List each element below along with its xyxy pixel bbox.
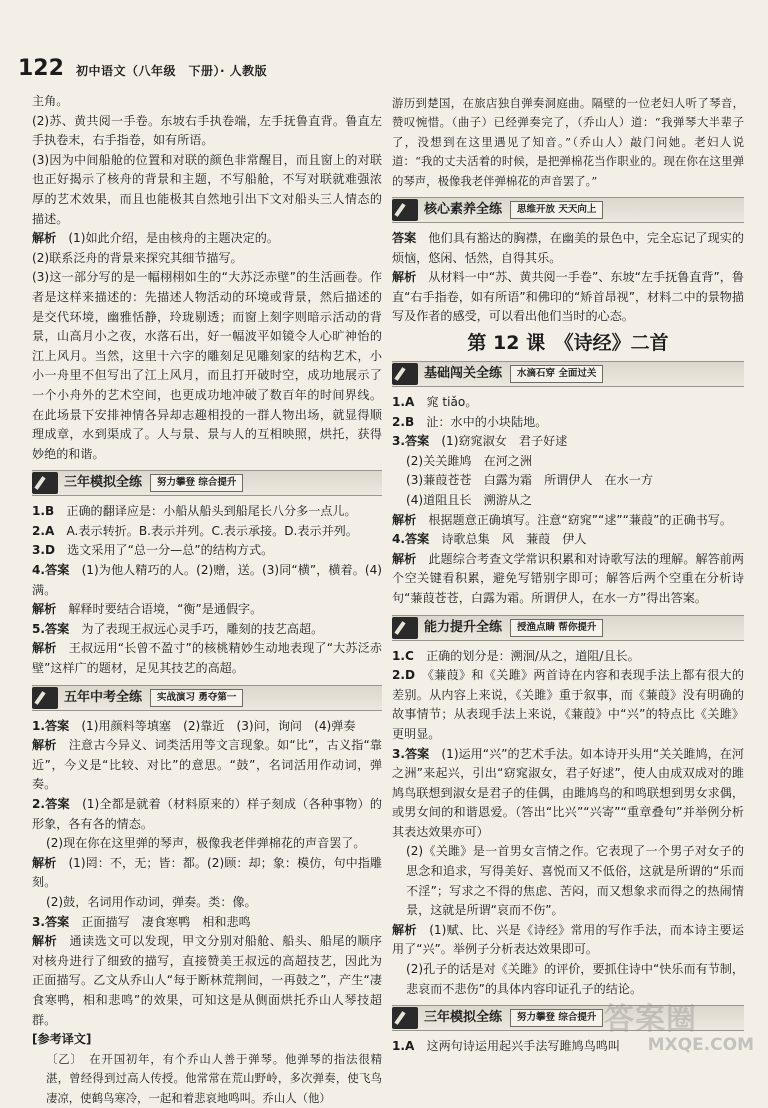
answer-label: 3.答案 — [392, 746, 430, 761]
answer-label: 解析 — [392, 922, 417, 937]
reference-translation: 〔乙〕 在开国初年，有个乔山人善于弹琴。他弹琴的指法很精湛，曾经得到过高人传授。他常常在荒山野岭，多次弹奏，使飞鸟凄凉，使鹤鸟寒冷，一起和着悲哀地鸣叫。乔山人（他） — [46, 1051, 382, 1105]
book-title: 初中语文（八年级 下册）· 人教版 — [75, 64, 268, 78]
answer-text: (2)关关雎鸠 在河之洲 — [406, 453, 532, 468]
answer-label: 解析 — [32, 934, 58, 949]
answer-text: (2)孔子的话是对《关雎》的评价，要抓住诗中“快乐而有节制，悲哀而不悲伤”的具体内容印证孔子的结论。 — [406, 962, 744, 996]
answer-item — [392, 511, 744, 531]
banner-title: 核心素养全练 — [424, 202, 503, 218]
answer-item — [32, 913, 382, 933]
answer-label: 3.答案 — [32, 914, 70, 929]
answer-text: (2)《关雎》是一首男女言情之作。它表现了一个男子对女子的思念和追求，写得美好、喜悦而又不低俗，这就是所谓的“乐而不淫”；写求之不得的焦虑、苦闷，而又想象求而得之的热闹情景，这就是所谓“哀而不伤”。 — [406, 844, 744, 918]
answer-text: 他们具有豁达的胸襟，在幽美的景色中，完全忘记了现实的烦恼，悠闲、恬然，自得其乐。 — [392, 231, 744, 265]
banner-subtitle: 努力攀登 综合提升 — [510, 1009, 603, 1027]
banner-title: 能力提升全练 — [424, 619, 503, 635]
answer-item — [32, 893, 382, 913]
answer-item — [32, 736, 382, 795]
pen-icon — [32, 472, 58, 494]
answer-label: 1.B — [32, 504, 55, 519]
answer-item — [392, 393, 744, 413]
para — [32, 229, 382, 249]
answer-list — [32, 717, 382, 1031]
answer-label: 解析 — [32, 855, 57, 870]
pen-icon — [392, 199, 418, 221]
answer-item — [392, 268, 744, 327]
answer-label: 4.答案 — [32, 563, 70, 578]
answer-text: (4)道阻且长 溯游从之 — [406, 492, 532, 507]
answer-label: 4.答案 — [392, 532, 430, 547]
answer-label: 1.C — [392, 648, 414, 663]
pen-icon — [32, 687, 58, 709]
answer-label: 解析 — [392, 512, 417, 527]
answer-text: A.表示转折。B.表示并列。C.表示承接。D.表示并列。 — [66, 523, 358, 538]
answer-item — [392, 471, 744, 491]
answer-item — [32, 834, 382, 854]
answer-item — [32, 620, 382, 640]
answer-text: (1)罔：不，无；皆：都。(2)顾：却；象：模仿，句中指雕刻。 — [32, 855, 382, 890]
left-column — [32, 92, 382, 1108]
answer-item — [32, 932, 382, 1030]
para: (3)因为中间船舱的位置和对联的颜色非常醒目，而且窗上的对联也正好揭示了核舟的背景和主题，不写船舱，不写对联就难强浓厚的艺术效果，而且也能极其自然地引出下文对船头三人情态的描述。 — [32, 152, 382, 226]
answer-label: 答案 — [392, 231, 417, 246]
answer-item — [392, 647, 744, 667]
page-header — [18, 56, 750, 84]
banner-title: 基础闯关全练 — [424, 366, 503, 382]
answer-text: (1)运用“兴”的艺术手法。如本诗开头用“关关雎鸠，在河之洲”来起兴，引出“窈窕淑女，君子好逑”，使人由成双成对的雎鸠鸟联想到淑女是君子的佳偶，由雎鸠鸟的和鸣联想到男女求偶，或男女间的和谐恩爱。（答出“比兴”“兴寄”“重章叠句”并举例分析其表达效果亦可） — [392, 746, 744, 839]
banner-subtitle: 思维开放 天天向上 — [510, 201, 603, 219]
banner-title: 三年模拟全练 — [64, 475, 143, 491]
para: (3)这一部分写的是一幅栩栩如生的“大苏泛赤壁”的生活画卷。作者是这样来描述的：先描述人物活动的环境或背景，然后描述的是交代环境，幽雅恬静，玲珑剔透；而窗上刻字则暗示活动的背景，山高月小之夜，水落石出，好一幅波平如镜令人心旷神怡的江上风月。当然，这里十六字的雕刻足见雕刻家的结构艺术，小小一舟里不但写出了江上风月，而且打开破时空，成功地展示了一个小舟外的艺术空间，也更成功地冲破了数百年的时间界线。在此场景下安排神情各异却志趣相投的一群人物出场，就显得顺理成章，水到渠成了。人与景、景与人的互相映照，烘托，获得妙绝的和谐。 — [32, 270, 382, 461]
answer-item — [32, 639, 382, 678]
answer-item — [392, 229, 744, 268]
answer-text: (1)赋、比、兴是《诗经》常用的写作手法，而本诗主要运用了“兴”。举例子分析表达效果即可。 — [392, 922, 744, 957]
answer-text: (1)为他人精巧的人。(2)赠，送。(3)同“横”，横着。(4)满。 — [32, 563, 382, 597]
answer-label: 1.A — [392, 1039, 415, 1054]
watermark — [604, 1002, 754, 1055]
answer-label: 解析 — [32, 641, 57, 656]
answer-label: 解析 — [32, 602, 57, 617]
watermark-url: MXQE.COM — [647, 1035, 754, 1055]
answer-text: 沚：水中的小块陆地。 — [426, 414, 548, 429]
answer-item — [392, 666, 744, 744]
answer-label: 3.答案 — [392, 434, 430, 449]
answer-text: 王叔远用“长曾不盈寸”的核桃精妙生动地表现了“大苏泛赤壁”这样广的题材，足见其技艺的高超。 — [32, 641, 382, 676]
banner-subtitle: 水滴石穿 全面过关 — [510, 365, 603, 383]
answer-label: 1.A — [392, 395, 415, 409]
answer-label: 2.A — [32, 523, 55, 538]
answer-item — [392, 842, 744, 920]
answer-text: 为了表现王叔远心灵手巧，雕刻的技艺高超。 — [81, 621, 324, 636]
pen-icon — [392, 617, 418, 639]
answer-item — [32, 600, 382, 620]
answer-text: 选文采用了“总一分—总”的结构方式。 — [67, 543, 274, 558]
answer-item — [392, 452, 744, 472]
answer-text: 窕 tiǎo。 — [426, 395, 478, 409]
answer-text: 解释时要结合语境，“衡”是通假字。 — [68, 602, 263, 617]
pen-icon — [392, 363, 418, 385]
answer-text: (1)用颜料等填塞 (2)靠近 (3)问，询问 (4)弹奏 — [81, 718, 356, 733]
answer-text: 根据题意正确填写。注意“窈窕”“逑”“蒹葭”的正确书写。 — [428, 512, 732, 527]
answer-text: (3)蒹葭苍苍 白露为霜 所谓伊人 在水一方 — [406, 473, 653, 488]
answer-item — [392, 921, 744, 960]
watermark-logo: 答案圈 — [604, 1002, 697, 1037]
answer-text: (1)全都是就着（材料原来的）样子刻成（各种事物）的形象，各有各的情态。 — [32, 797, 382, 831]
banner-title: 三年模拟全练 — [424, 1010, 503, 1026]
answer-text: 正面描写 凄食寒鸭 相和悲鸣 — [81, 914, 251, 929]
label: 解析 — [32, 231, 57, 246]
answer-list — [392, 229, 744, 327]
answer-item — [392, 960, 744, 999]
answer-item — [392, 530, 744, 550]
answer-list — [32, 502, 382, 678]
answer-item — [392, 491, 744, 511]
answer-item — [32, 502, 382, 522]
answer-text: 《蒹葭》和《关雎》两首诗在内容和表现手法上都有很大的差别。从内容上来说，《关雎》重于叙事，而《蒹葭》没有明确的故事情节；从表现手法上来说，《蒹葭》中“兴”的特点比《关雎》更明显。 — [392, 668, 744, 741]
answer-list — [392, 393, 744, 609]
answer-text: 正确的划分是：溯洄/从之，道阻/且长。 — [426, 648, 640, 663]
answer-label: 解析 — [32, 738, 57, 753]
answer-label: 2.B — [392, 414, 415, 429]
answer-text: 正确的翻译应是：小船从船头到船尾长八分多一点儿。 — [66, 504, 357, 519]
answer-item — [392, 745, 744, 843]
answer-item — [32, 561, 382, 600]
para: (2)苏、黄共阅一手卷。东坡右手执卷端，左手抚鲁直背。鲁直左手执卷末，右手指卷，如有所语。 — [32, 113, 382, 148]
answer-item — [32, 854, 382, 893]
para-text: (1)如此介绍，是由核舟的主题决定的。 — [68, 231, 279, 246]
section-banner — [392, 615, 744, 641]
reference-title: [参考译文] — [32, 1032, 92, 1047]
banner-title: 五年中考全练 — [64, 689, 143, 705]
answer-item — [32, 795, 382, 834]
answer-text: (2)现在你在这里弹的琴声，极像我老伴弹棉花的声音罢了。 — [46, 836, 366, 851]
banner-subtitle: 努力攀登 综合提升 — [150, 474, 243, 492]
para: (2)联系泛舟的背景来探究其细节描写。 — [32, 250, 243, 265]
section-banner — [392, 361, 744, 387]
right-column — [392, 94, 744, 1057]
answer-item — [32, 541, 382, 561]
answer-item — [392, 550, 744, 609]
answer-item — [32, 717, 382, 737]
answer-label: 1.答案 — [32, 718, 70, 733]
answer-text: (2)鼓，名词用作动词，弹奏。类：像。 — [46, 894, 257, 909]
answer-item — [392, 432, 744, 452]
answer-label: 5.答案 — [32, 621, 70, 636]
answer-label: 解析 — [392, 270, 417, 285]
answer-item — [392, 413, 744, 433]
answer-list — [392, 647, 744, 1000]
answer-item — [32, 522, 382, 542]
pen-icon — [392, 1007, 418, 1029]
banner-subtitle: 授渔点睛 帮你提升 — [510, 619, 603, 637]
answer-text: 此题综合考查文学常识积累和对诗歌写法的理解。解答前两个空关键看积累，避免写错别字即可；解答后两个空重在分析诗句“蒹葭苍苍，白露为霜。所谓伊人，在水一方”得出答案。 — [392, 551, 744, 605]
answer-text: 这两句诗运用起兴手法写雎鸠鸟鸣叫 — [426, 1039, 620, 1054]
answer-text: 通读选文可以发现，甲文分别对船舱、船头、船尾的顺序对核舟进行了细致的描写，直接赞美王叔远的高超技艺，因此为正面描写。乙文从乔山人“每于断林荒荆间，一再鼓之”，产生“凄食寒鸭，相和悲鸣”的效果，可知这是从侧面烘托乔山人琴技超群。 — [32, 934, 382, 1027]
answer-label: 3.D — [32, 543, 56, 558]
answer-text: 诗歌总集 风 蒹葭 伊人 — [441, 532, 587, 547]
answer-label: 2.答案 — [32, 797, 70, 811]
section-banner — [392, 197, 744, 223]
answer-text: 注意古今异义、词类活用等文言现象。如“比”，古义指“靠近”，今义是“比较、对比”的意思。“鼓”，名词活用作动词，弹奏。 — [32, 738, 382, 792]
para: 主角。 — [32, 94, 69, 108]
section-banner — [32, 470, 382, 496]
page-number: 122 — [18, 56, 64, 81]
answer-label: 2.D — [392, 668, 416, 683]
lesson-title: 第 12 课 《诗经》二首 — [467, 332, 669, 354]
answer-label: 解析 — [392, 551, 417, 566]
reference-translation-cont: 游历到楚国，在旅店独自弹奏洞庭曲。隔壁的一位老妇人听了琴音，赞叹惋惜。（曲子）已经弹奏完了，（乔山人）道：“我弹琴大半辈子了，没想到在这里遇见了知音。”（乔山人）敲门问她。老妇人说道：“我的丈夫活着的时候，是把弹棉花当作职业的。现在你在这里弹的琴声，极像我老伴弹棉花的声音罢了。” — [392, 96, 744, 188]
section-banner — [32, 685, 382, 711]
answer-text: (1)窈窕淑女 君子好逑 — [441, 434, 568, 449]
answer-text: 从材料一中“苏、黄共阅一手卷”、东坡“左手抚鲁直背”，鲁直“右手指卷，如有所语”和佛印的“矫首昂视”，材料二中的景物描写及作者的感受，可以看出他们当时的心态。 — [392, 270, 744, 324]
banner-subtitle: 实战演习 勇夺第一 — [150, 689, 243, 707]
